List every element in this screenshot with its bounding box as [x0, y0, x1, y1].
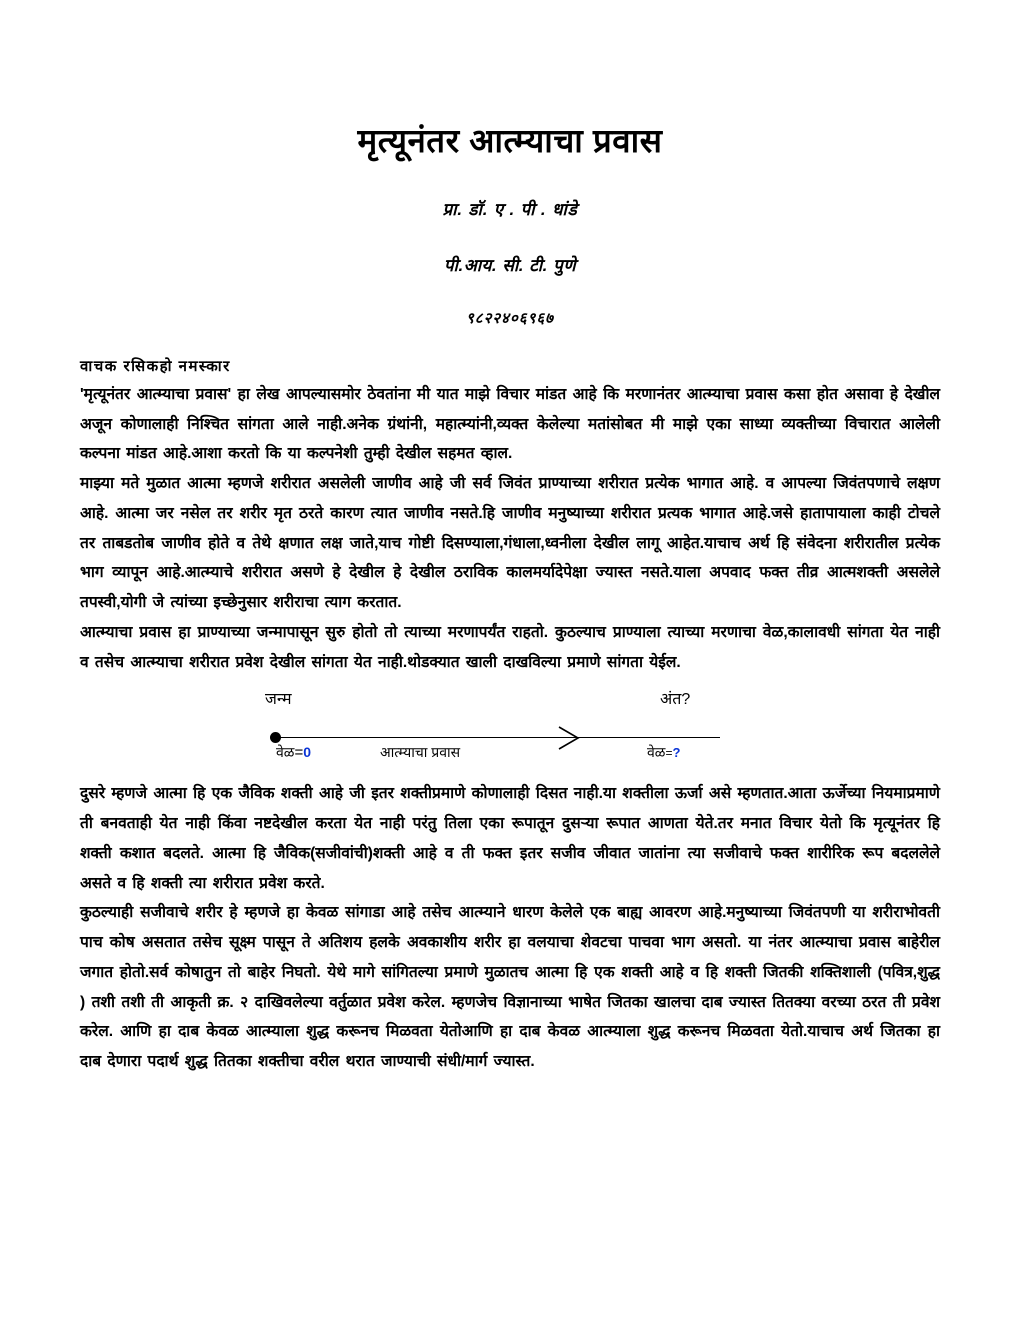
timeline-end-number: ?: [672, 745, 681, 761]
page-title: मृत्यूनंतर आत्म्याचा प्रवास: [357, 122, 663, 159]
body-paragraph: कुठल्याही सजीवाचे शरीर हे म्हणजे हा केवळ सांगाडा आहे तसेच आत्म्याने धारण केलेले एक बाह्य आवरण आहे.मनुष्याच्या जिवंतपणी या शरीराभोवती पाच कोष असतात तसेच सूक्ष्म पासून ते अतिशय हलके अवकाशीय शरीर हा वलयाचा शेवटचा पाचवा भाग असतो. या नंतर आत्म्याचा प्रवास बाहेरील जगात होतो.सर्व कोषातुन तो बाहेर निघतो. येथे मागे सांगितल्या प्रमाणे मुळातच आत्मा हि एक शक्ती आहे व हि शक्ती जितकी शक्तिशाली (पवित्र,शुद्ध ) तशी तशी ती आकृती क्र. २ दाखिवलेल्या वर्तुळात प्रवेश करेल. म्हणजेच विज्ञानाच्या भाषेत जितका खालचा दाब ज्यास्त तितक्या वरच्या ठरत ती प्रवेश करेल. आणि हा दाब केवळ आत्म्याला शुद्ध करूनच मिळवता येतोआणि हा दाब केवळ आत्म्याला शुद्ध करूनच मिळवता येतो.याचाच अर्थ जितका हा दाब देणारा पदार्थ शुद्ध तितका शक्तीचा वरील थरात जाण्याची संधी/मार्ग ज्यास्त.: [80, 904, 940, 1071]
timeline-caption: आत्म्याचा प्रवास: [380, 744, 461, 761]
timeline-birth-label: जन्म: [265, 691, 292, 709]
timeline-start-number: 0: [303, 744, 311, 761]
body-paragraph: माझ्या मते मुळात आत्मा म्हणजे शरीरात असलेली जाणीव आहे जी सर्व जिवंत प्राण्याच्या शरीरात प्रत्येक भागात आहे. व आपल्या जिवंतपणाचे लक्षण आहे. आत्मा जर नसेल तर शरीर मृत ठरते कारण त्यात जाणीव नसते.हि जाणीव मनुष्याच्या शरीरात प्रत्यक भागात आहे.जसे हातापायाला काही टोचले तर ताबडतोब जाणीव होते व तेथे क्षणात लक्ष जाते,याच गोष्टी दिसण्याला,गंधाला,ध्वनीला देखील लागू आहेत.याचाच अर्थ हि संवेदना शरीरातील प्रत्येक भाग व्यापून आहे.आत्म्याचे शरीरात असणे हे देखील हे देखील ठराविक कालमर्यादेपेक्षा ज्यास्त नसते.याला अपवाद फक्त तीव्र आत्मशक्ती असलेले तपस्वी,योगी जे त्यांच्या इच्छेनुसार शरीराचा त्याग करतात.: [80, 475, 940, 612]
timeline-endpoint-labels: [80, 687, 940, 713]
author-phone: ९८२२४०६९६७: [465, 309, 554, 327]
arrow-right-icon: [556, 725, 590, 751]
author-byline: प्रा. डॉ. ए . पी . धांडे: [442, 199, 578, 219]
salutation: वाचक रसिकहो नमस्कार: [80, 357, 231, 375]
timeline-start-value: [276, 743, 311, 762]
timeline-axis-line: [276, 737, 720, 738]
soul-journey-timeline-figure: [80, 687, 940, 779]
body-paragraph: दुसरे म्हणजे आत्मा हि एक जैविक शक्ती आहे जी इतर शक्तीप्रमाणे कोणालाही दिसत नाही.या शक्तीला ऊर्जा असे म्हणतात.आता ऊर्जेच्या नियमाप्रमाणे ती बनवताही येत नाही किंवा नष्टदेखील करता येत नाही परंतु तिला एका रूपातून दुसऱ्या रूपात आणता येते.तर मनात विचार येतो कि मृत्यूनंतर हि शक्ती कशात बदलते. आत्मा हि जैविक(सजीवांची)शक्ती आहे व ती फक्त इतर सजीव जीवात जातांना त्या सजीवाचे फक्त शारीरिक रूप बदललेले असते व हि शक्ती त्या शरीरात प्रवेश करते.: [80, 785, 940, 892]
author-affiliation: पी.आय. सी. टी. पुणे: [443, 255, 577, 275]
timeline-end-variable: वेळ: [647, 744, 666, 761]
body-paragraph: 'मृत्यूनंतर आत्म्याचा प्रवास' हा लेख आपल्यासमोर ठेवतांना मी यात माझे विचार मांडत आहे कि मरणानंतर आत्म्याचा प्रवास कसा होत असावा हे देखील अजून कोणालाही निश्चित सांगता आले नाही.अनेक ग्रंथांनी, महात्म्यांनी,व्यक्त केलेल्या मतांसोबत मी माझे एका साध्या व्यक्तीच्या विचारात आलेली कल्पना मांडत आहे.आशा करतो कि या कल्पनेशी तुम्ही देखील सहमत व्हाल.: [80, 385, 940, 463]
timeline-end-value: [647, 743, 680, 762]
timeline-axis: [80, 725, 940, 771]
body-paragraph: आत्म्याचा प्रवास हा प्राण्याच्या जन्मापासून सुरु होतो तो त्याच्या मरणापर्यंत राहतो. कुठल्याच प्राण्याला त्याच्या मरणाचा वेळ,कालावधी सांगता येत नाही व तसेच आत्म्याचा शरीरात प्रवेश देखील सांगता येत नाही.थोडक्यात खाली दाखविल्या प्रमाणे सांगता येईल.: [80, 623, 940, 671]
timeline-end-equals: =: [665, 746, 673, 761]
timeline-end-label: अंत?: [660, 691, 691, 709]
timeline-start-variable: वेळ: [276, 744, 295, 761]
timeline-start-equals: =: [294, 744, 304, 762]
